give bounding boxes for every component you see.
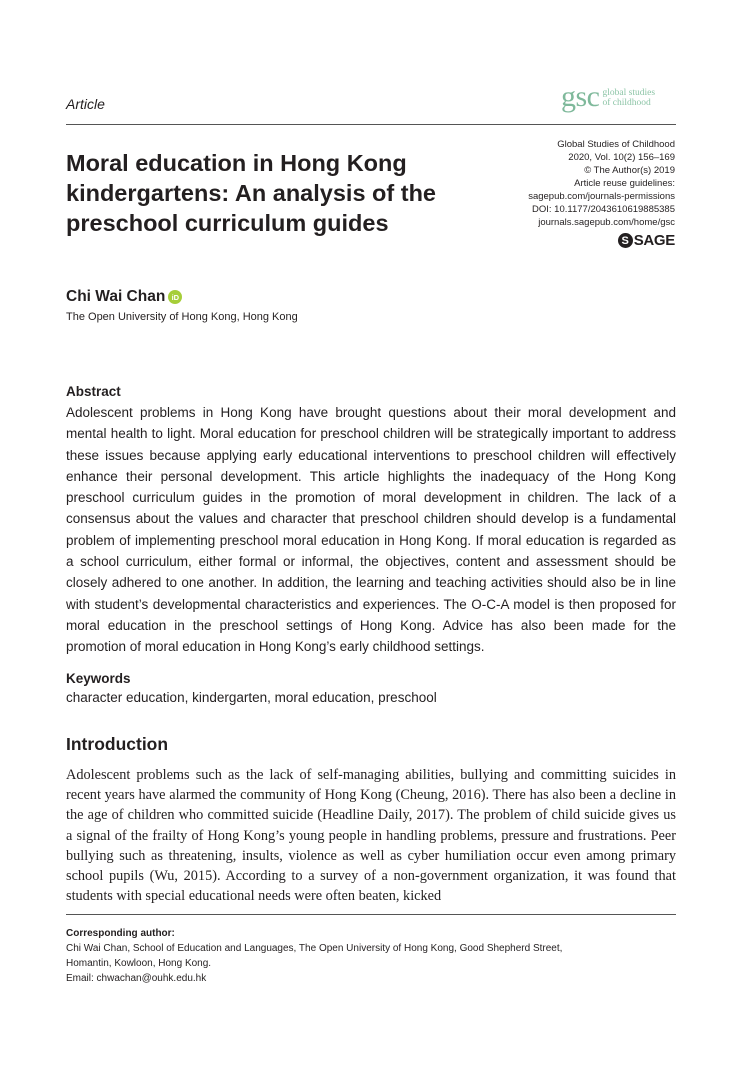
- reuse-label: Article reuse guidelines:: [574, 178, 675, 189]
- author-name: Chi Wai Chan: [66, 288, 166, 305]
- title-line-3: preschool curriculum guides: [66, 210, 389, 236]
- footnote-divider: [66, 914, 676, 915]
- publisher-name: SAGE: [633, 232, 675, 249]
- doi[interactable]: DOI: 10.1177/2043610619885385: [532, 204, 675, 215]
- journal-logo-text: [603, 88, 656, 110]
- corresponding-author-footnote: [66, 926, 676, 986]
- header-divider: [66, 124, 676, 125]
- keywords-heading: Keywords: [66, 671, 131, 686]
- footnote-address-line2: Homantin, Kowloon, Hong Kong.: [66, 958, 212, 969]
- sage-circle-icon: S: [618, 233, 633, 248]
- reuse-link[interactable]: sagepub.com/journals-permissions: [528, 191, 675, 202]
- volume-info: 2020, Vol. 10(2) 156–169: [568, 152, 675, 163]
- title-line-2: kindergartens: An analysis of the: [66, 180, 436, 206]
- title-line-1: Moral education in Hong Kong: [66, 150, 407, 176]
- introduction-text: Adolescent problems such as the lack of self-managing abilities, bullying and committing suicides in recent years have alarmed the community of Hong Kong (Cheung, 2016). There has also been a decline in the age of children who committed suicide (Headline Daily, 2017). The problem of child suicide gives us a signal of the frailty of Hong Kong’s young people in handling problems, pressure and frustrations. Peer bullying such as threatening, insults, violence as well as cyber humiliation occur even among primary school pupils (Wu, 2015). According to a survey of a non-government organization, it was found that students with special educational needs were often beaten, kicked: [66, 767, 676, 905]
- article-title: [66, 148, 486, 238]
- introduction-heading: Introduction: [66, 734, 169, 754]
- author-affiliation: The Open University of Hong Kong, Hong Kong: [66, 311, 298, 323]
- journal-homepage-link[interactable]: journals.sagepub.com/home/gsc: [538, 217, 675, 228]
- journal-logo-mark: gsc: [561, 80, 600, 113]
- publisher-logo: [618, 232, 675, 249]
- copyright: © The Author(s) 2019: [584, 165, 675, 176]
- publication-metadata: [475, 138, 675, 229]
- journal-logo-line2: of childhood: [602, 98, 651, 108]
- orcid-icon[interactable]: iD: [168, 290, 182, 304]
- author-block: [66, 288, 182, 306]
- keywords-text: character education, kindergarten, moral education, preschool: [66, 690, 437, 705]
- article-type-label: Article: [66, 96, 105, 112]
- journal-name: Global Studies of Childhood: [557, 139, 675, 150]
- abstract-heading: Abstract: [66, 384, 121, 399]
- journal-logo-line1: global studies: [602, 88, 656, 98]
- footnote-email[interactable]: Email: chwachan@ouhk.edu.hk: [66, 973, 207, 984]
- abstract-text: Adolescent problems in Hong Kong have brought questions about their moral development and mental health to light. Moral education for preschool children will be strategically important to address these issues because applying early educational interventions to preschool children will effectively enhance their personal development. This article highlights the inadequacy of the Hong Kong preschool curriculum guides in the promotion of moral development in children. The lack of a consensus about the values and character that preschool children should develop is a fundamental problem of implementing preschool moral education in Hong Kong. If moral education is regarded as a school curriculum, either formal or informal, the objectives, content and assessment should be closely adhered to one another. In addition, the learning and teaching activities should also be in line with student’s developmental characteristics and experiences. The O-C-A model is then proposed for moral education in the preschool settings of Hong Kong. Advice has also been made for the promotion of moral education in Hong Kong’s early childhood settings.: [66, 405, 676, 655]
- footnote-heading: Corresponding author:: [66, 928, 175, 939]
- journal-logo: [561, 80, 656, 113]
- footnote-address-line1: Chi Wai Chan, School of Education and Languages, The Open University of Hong Kong, Good Shepherd Street,: [66, 943, 563, 954]
